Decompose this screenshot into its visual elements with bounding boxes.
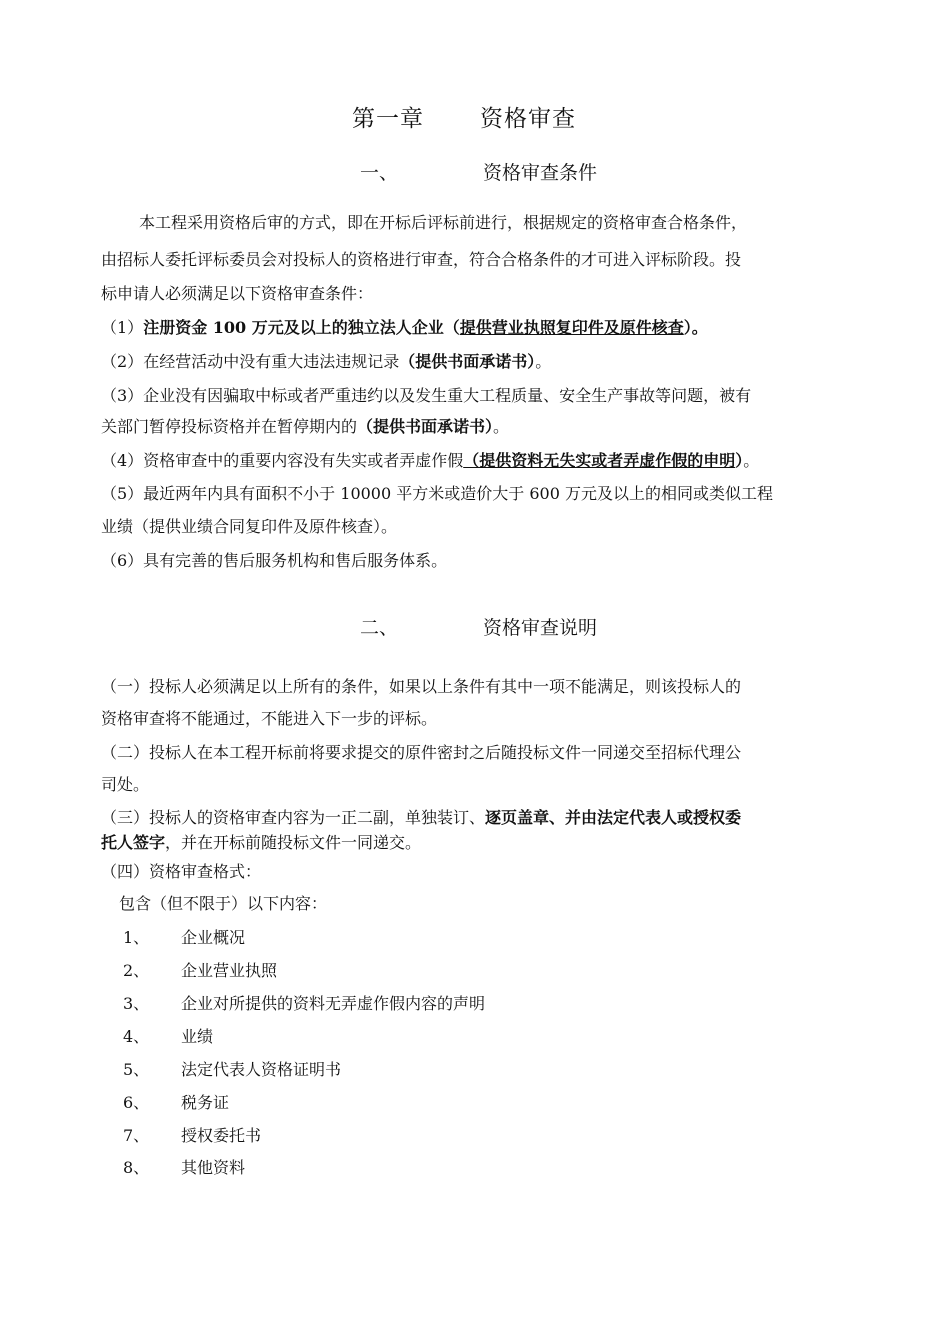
condition-4 [101, 451, 759, 471]
condition-3-text: 关部门暂停投标资格并在暂停期内的 [101, 417, 358, 436]
condition-1-number: （1） [101, 318, 144, 337]
intro-line-1: 本工程采用资格后审的方式，即在开标后评标前进行，根据规定的资格审查合格条件， [139, 213, 748, 232]
note-4: （四）资格审查格式： [101, 862, 262, 881]
intro-line-2: 由招标人委托评标委员会对投标人的资格进行审查，符合合格条件的才可进入评标阶段。投 [101, 250, 742, 269]
list-item-number: 5、 [123, 1060, 150, 1079]
condition-3-requirement: （提供书面承诺书） [357, 417, 494, 436]
note-2-line-1: （二）投标人在本工程开标前将要求提交的原件密封之后随投标文件一同递交至招标代理公 [101, 743, 742, 762]
condition-4-text: 资格审查中的重要内容没有失实或者弄虚作假 [143, 451, 464, 470]
chapter-number: 第一章 [352, 106, 424, 132]
list-item: 授权委托书 [181, 1126, 262, 1145]
note-3-line-2 [101, 833, 421, 853]
note-1-line-1: （一）投标人必须满足以上所有的条件，如果以上条件有其中一项不能满足，则该投标人的 [101, 677, 742, 696]
condition-2-end: 。 [535, 352, 552, 371]
list-item: 税务证 [181, 1093, 230, 1112]
list-item: 业绩 [181, 1027, 214, 1046]
intro-line-3: 标申请人必须满足以下资格审查条件： [101, 284, 374, 303]
condition-4-close: ） [735, 451, 744, 470]
condition-5-line-2: 业绩（提供业绩合同复印件及原件核查）。 [101, 517, 398, 536]
note-3-emphasis-2: 托人签字 [101, 833, 166, 852]
condition-2 [101, 352, 551, 372]
condition-1 [101, 318, 708, 338]
note-3-tail: ，并在开标前随投标文件一同递交。 [165, 833, 422, 852]
list-item-number: 7、 [123, 1126, 150, 1145]
list-item-number: 4、 [123, 1027, 150, 1046]
list-item: 企业概况 [181, 928, 246, 947]
condition-4-end: 。 [743, 451, 760, 470]
note-3-line-1 [101, 808, 741, 828]
list-item-number: 6、 [123, 1093, 150, 1112]
note-3-emphasis-1: 逐页盖章、并由法定代表人或授权委 [485, 808, 742, 827]
list-item: 企业对所提供的资料无弄虚作假内容的声明 [181, 994, 486, 1013]
section1-title: 资格审查条件 [483, 162, 598, 184]
condition-6: （6）具有完善的售后服务机构和售后服务体系。 [101, 551, 448, 570]
list-item: 企业营业执照 [181, 961, 278, 980]
condition-2-requirement: （提供书面承诺书） [399, 352, 536, 371]
condition-3-end: 。 [493, 417, 510, 436]
condition-5-line-1: （5）最近两年内具有面积不小于 10000 平方米或造价大于 600 万元及以上的相同或类似工程 [101, 484, 773, 503]
list-item: 其他资料 [181, 1158, 246, 1177]
condition-3-line-2 [101, 417, 509, 437]
list-item-number: 3、 [123, 994, 150, 1013]
section1-number: 一、 [360, 162, 399, 184]
note-2-line-2: 司处。 [101, 775, 150, 794]
condition-1-requirement: 提供营业执照复印件及原件核查 [459, 318, 684, 337]
note-1-line-2: 资格审查将不能通过，不能进入下一步的评标。 [101, 709, 438, 728]
condition-1-close: ）。 [683, 318, 708, 337]
condition-4-number: （4） [101, 451, 144, 470]
condition-2-text: 在经营活动中没有重大违法违规记录 [143, 352, 400, 371]
section2-number: 二、 [360, 617, 399, 639]
note-3-text: （三）投标人的资格审查内容为一正二副，单独装订、 [101, 808, 486, 827]
list-item-number: 2、 [123, 961, 150, 980]
condition-4-requirement: （提供资料无失实或者弄虚作假的申明 [463, 451, 736, 470]
condition-1-main: 注册资金 100 万元及以上的独立法人企业 [143, 318, 444, 337]
includes-line: 包含（但不限于）以下内容： [119, 894, 328, 913]
condition-3-line-1: （3）企业没有因骗取中标或者严重违约以及发生重大工程质量、安全生产事故等问题，被有 [101, 386, 752, 405]
chapter-title: 资格审查 [480, 106, 576, 132]
list-item-number: 8、 [123, 1158, 150, 1177]
list-item-number: 1、 [123, 928, 150, 947]
list-item: 法定代表人资格证明书 [181, 1060, 342, 1079]
section2-title: 资格审查说明 [483, 617, 598, 639]
condition-2-number: （2） [101, 352, 144, 371]
condition-1-paren: （ [443, 318, 460, 337]
